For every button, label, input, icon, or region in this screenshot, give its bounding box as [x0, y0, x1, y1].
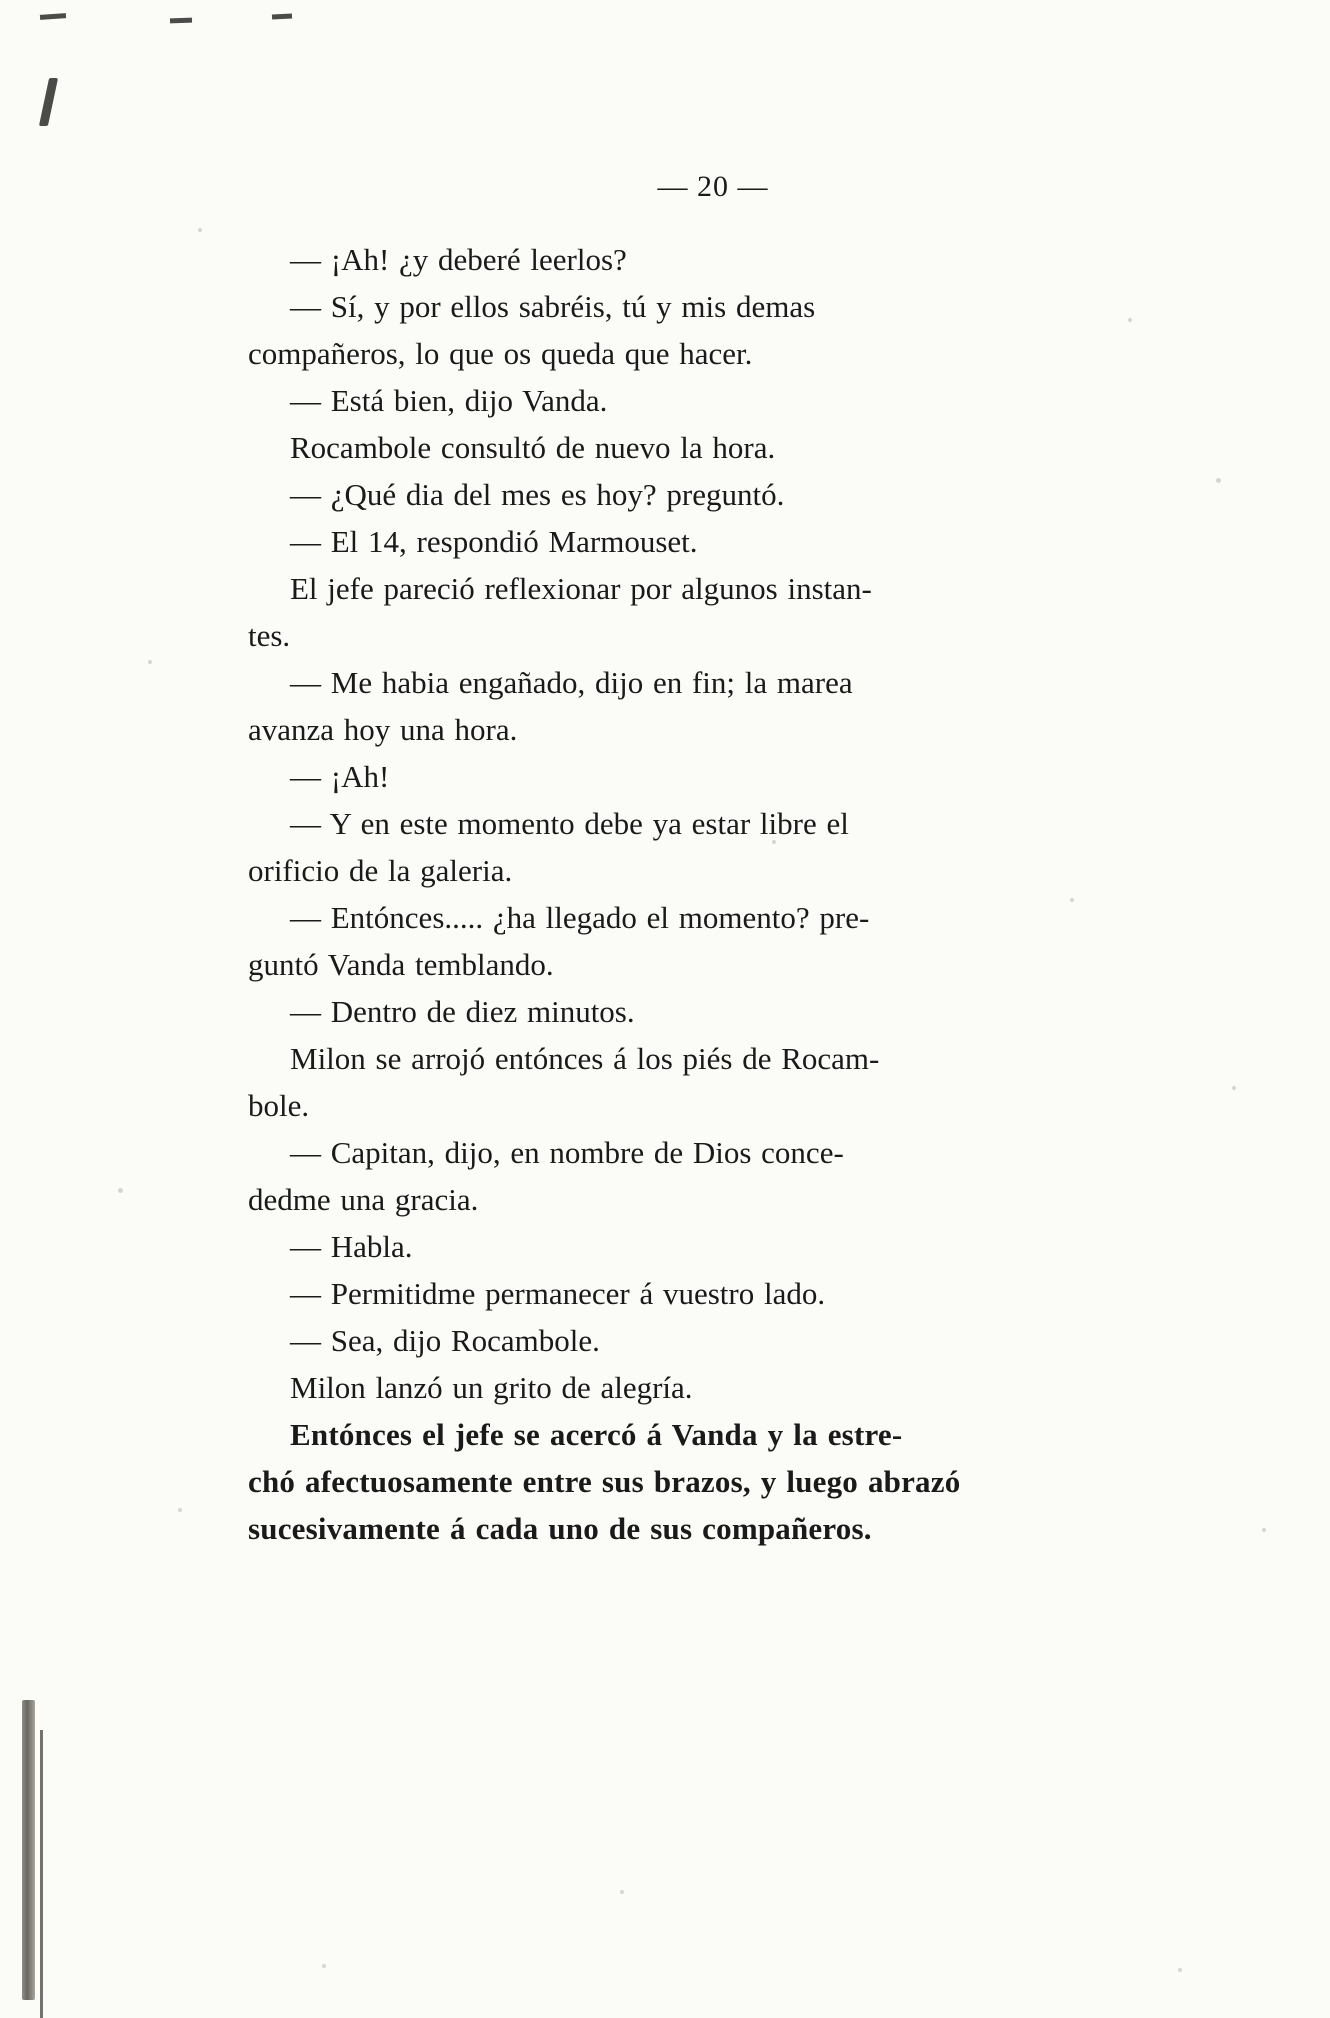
paragraph: [248, 285, 1178, 376]
scan-artifact-top-mid: [170, 18, 192, 24]
text-line: — Y en este momento debe ya estar libre el: [290, 806, 849, 842]
text-line: chó afectuosamente entre sus brazos, y luego abrazó: [248, 1464, 961, 1500]
text-line: — Sea, dijo Rocambole.: [290, 1323, 600, 1359]
paper-speck: [178, 1508, 182, 1512]
text-line: — ¡Ah! ¿y deberé leerlos?: [290, 242, 627, 277]
text-line: — Entónces..... ¿ha llegado el momento? pre-: [290, 900, 870, 936]
text-line: — Sí, y por ellos sabréis, tú y mis demas: [290, 289, 816, 325]
paper-speck: [620, 1890, 624, 1894]
paragraph: [248, 1272, 1178, 1316]
paragraph: [248, 238, 1178, 282]
text-line: compañeros, lo que os queda que hacer.: [248, 336, 753, 372]
text-line: — Permitidme permanecer á vuestro lado.: [290, 1276, 826, 1312]
paragraph: [248, 520, 1178, 564]
paragraph: [248, 802, 1178, 893]
text-line: avanza hoy una hora.: [248, 712, 518, 748]
text-line: — Me habia engañado, dijo en fin; la marea: [290, 665, 853, 701]
text-line: Entónces el jefe se acercó á Vanda y la estre-: [290, 1417, 903, 1453]
scan-artifact-top-left: [40, 13, 66, 20]
paragraph: [248, 661, 1178, 752]
paper-speck: [1216, 478, 1221, 483]
text-line: dedme una gracia.: [248, 1182, 479, 1218]
scan-artifact-hook: [39, 78, 58, 126]
paragraph: [248, 755, 1178, 799]
paragraph: [248, 990, 1178, 1034]
text-line: Milon se arrojó entónces á los piés de Rocam-: [290, 1041, 880, 1077]
text-line: — Está bien, dijo Vanda.: [290, 383, 608, 419]
scan-artifact-gutter: [22, 1700, 35, 2000]
text-line: El jefe pareció reflexionar por algunos instan-: [290, 571, 872, 607]
page-number: — 20 —: [657, 170, 769, 203]
text-line: — ¿Qué dia del mes es hoy? preguntó.: [290, 477, 785, 513]
text-line: — Capitan, dijo, en nombre de Dios conce-: [290, 1135, 844, 1171]
paragraph: [248, 1037, 1178, 1128]
text-line: Milon lanzó un grito de alegría.: [290, 1370, 693, 1406]
paragraph: [248, 896, 1178, 987]
paper-speck: [1232, 1086, 1236, 1090]
paper-speck: [1262, 1528, 1266, 1532]
text-line: Rocambole consultó de nuevo la hora.: [290, 430, 776, 466]
paper-speck: [1178, 1968, 1182, 1972]
paragraph: [248, 473, 1178, 517]
text-column: [248, 170, 1178, 1554]
text-line: orificio de la galeria.: [248, 853, 513, 889]
text-line: sucesivamente á cada uno de sus compañeros.: [248, 1511, 872, 1547]
paper-speck: [148, 660, 152, 664]
paragraph: [248, 1225, 1178, 1269]
text-line: — ¡Ah!: [290, 759, 390, 795]
text-line: — Dentro de diez minutos.: [290, 994, 635, 1030]
text-line: guntó Vanda temblando.: [248, 947, 554, 983]
text-line: bole.: [248, 1088, 310, 1124]
paper-speck: [322, 1964, 326, 1968]
paragraph: [248, 567, 1178, 658]
paper-speck: [118, 1188, 123, 1193]
paragraph: [248, 1319, 1178, 1363]
text-line: — Habla.: [290, 1229, 413, 1265]
paragraph: [248, 1131, 1178, 1222]
text-line: tes.: [248, 618, 291, 654]
scan-artifact-top-right: [272, 13, 292, 19]
paragraph: [248, 379, 1178, 423]
paragraph: [248, 426, 1178, 470]
text-line: — El 14, respondió Marmouset.: [290, 524, 698, 560]
paper-speck: [198, 228, 202, 232]
scan-artifact-gutter-line: [40, 1730, 43, 2018]
body-text: [248, 238, 1178, 1551]
paragraph: [248, 1366, 1178, 1410]
closing-paragraph: [248, 1413, 1178, 1551]
